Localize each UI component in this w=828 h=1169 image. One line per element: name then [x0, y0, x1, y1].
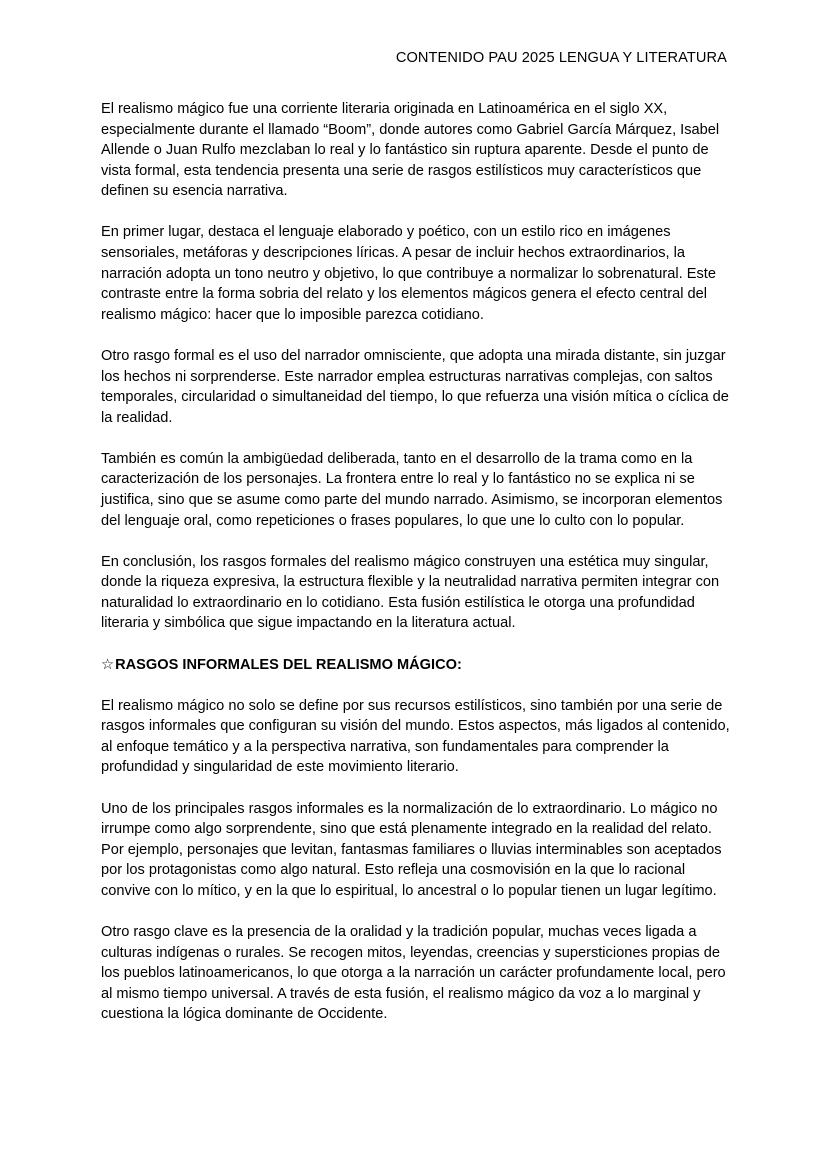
- paragraph-conclusion: En conclusión, los rasgos formales del realismo mágico construyen una estética muy singular, donde la riqueza expresiva, la estructura flexible y la neutralidad narrativa permiten integrar con naturalidad lo extraordinario en lo cotidiano. Esta fusión estilística le otorga una profundidad literaria y simbólica que sigue impactando en la literatura actual.: [101, 553, 720, 632]
- page-header: CONTENIDO PAU 2025 LENGUA Y LITERATURA: [395, 50, 727, 66]
- paragraph-normalization: Uno de los principales rasgos informales es la normalización de lo extraordinario. Lo mágico no irrumpe como algo sorprendente, sino que está plenamente integrado en la realidad del relato. Por ejemplo, personajes que levitan, fantasmas familiares o lluvias interminables son aceptados por los protagonistas como algo natural. Esto refleja una cosmovisión en la que lo racional convive con lo mítico, y en la que lo espiritual, lo ancestral o lo popular tienen un lugar legítimo.: [101, 800, 722, 899]
- paragraph-narrator: Otro rasgo formal es el uso del narrador omnisciente, que adopta una mirada distante, sin juzgar los hechos ni sorprenderse. Este narrador emplea estructuras narrativas complejas, con saltos temporales, circularidad o simultaneidad del tiempo, lo que refuerza una visión mítica o cíclica de la realidad.: [101, 347, 729, 426]
- paragraph-language: En primer lugar, destaca el lenguaje elaborado y poético, con un estilo rico en imágenes sensoriales, metáforas y descripciones líricas. A pesar de incluir hechos extraordinarios, la narración adopta un tono neutro y objetivo, lo que contribuye a normalizar lo sobrenatural. Este contraste entre la forma sobria del relato y los elementos mágicos genera el efecto central del realismo mágico: hacer que lo imposible parezca cotidiano.: [101, 224, 716, 323]
- section-heading-text: RASGOS INFORMALES DEL REALISMO MÁGICO:: [115, 656, 462, 673]
- document-body: [101, 99, 733, 1045]
- paragraph-intro: El realismo mágico fue una corriente literaria originada en Latinoamérica en el siglo XX, especialmente durante el llamado “Boom”, donde autores como Gabriel García Márquez, Isabel Allende o Juan Rulfo mezclaban lo real y lo fantástico sin ruptura aparente. Desde el punto de vista formal, esta tendencia presenta una serie de rasgos estilísticos muy característicos que definen su esencia narrativa.: [101, 101, 720, 200]
- paragraph-orality: Otro rasgo clave es la presencia de la oralidad y la tradición popular, muchas veces ligada a culturas indígenas o rurales. Se recogen mitos, leyendas, creencias y supersticiones propias de los pueblos latinoamericanos, lo que otorga a la narración un carácter profundamente local, pero al mismo tiempo universal. A través de esta fusión, el realismo mágico da voz a lo marginal y cuestiona la lógica dominante de Occidente.: [101, 924, 726, 1023]
- paragraph-ambiguity: También es común la ambigüedad deliberada, tanto en el desarrollo de la trama como en la caracterización de los personajes. La frontera entre lo real y lo fantástico no se explica ni se justifica, sino que se asume como parte del mundo narrado. Asimismo, se incorporan elementos del lenguaje oral, como repeticiones o frases populares, lo que une lo culto con lo popular.: [101, 450, 723, 529]
- paragraph-informal-intro: El realismo mágico no solo se define por sus recursos estilísticos, sino también por una serie de rasgos informales que configuran su visión del mundo. Estos aspectos, más ligados al contenido, al enfoque temático y a la perspectiva narrativa, son fundamentales para comprender la profundidad y singularidad de este movimiento literario.: [101, 697, 730, 776]
- star-icon: ☆: [101, 656, 115, 673]
- section-heading: [101, 655, 733, 676]
